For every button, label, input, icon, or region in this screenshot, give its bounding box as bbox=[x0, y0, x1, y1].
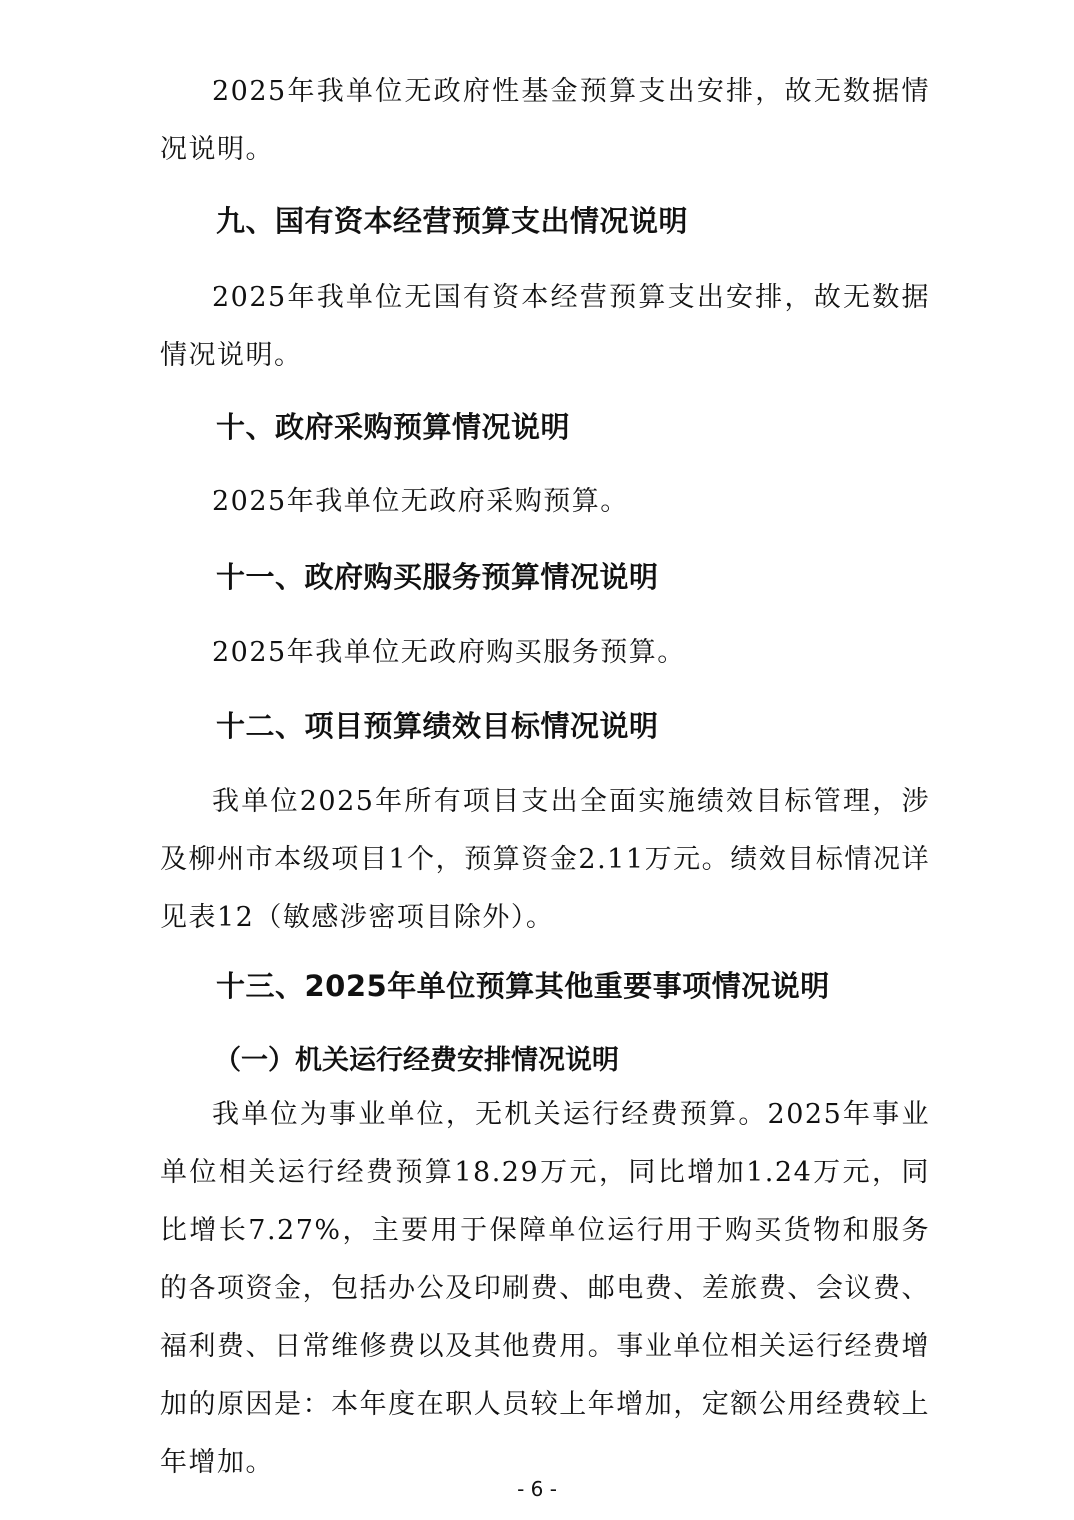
paragraph-government-services: 2025年我单位无政府购买服务预算。 bbox=[212, 637, 686, 668]
paragraph-government-fund: 2025年我单位无政府性基金预算支出安排，故无数据情况说明。 bbox=[160, 76, 930, 165]
heading-section-11: 十一、政府购买服务预算情况说明 bbox=[216, 560, 659, 594]
heading-section-10: 十、政府采购预算情况说明 bbox=[216, 410, 571, 444]
paragraph-government-procurement: 2025年我单位无政府采购预算。 bbox=[212, 486, 629, 517]
heading-section-13: 十三、2025年单位预算其他重要事项情况说明 bbox=[216, 969, 830, 1003]
heading-section-12: 十二、项目预算绩效目标情况说明 bbox=[216, 709, 659, 743]
paragraph-performance-targets: 我单位2025年所有项目支出全面实施绩效目标管理，涉及柳州市本级项目1个，预算资金2.11万元。绩效目标情况详见表12（敏感涉密项目除外）。 bbox=[160, 786, 930, 933]
page-number: - 6 - bbox=[517, 1477, 557, 1501]
paragraph-state-capital: 2025年我单位无国有资本经营预算支出安排，故无数据情况说明。 bbox=[160, 282, 930, 371]
paragraph-operating-expenses: 我单位为事业单位，无机关运行经费预算。2025年事业单位相关运行经费预算18.29万元，同比增加1.24万元，同比增长7.27%，主要用于保障单位运行用于购买货物和服务的各项资金，包括办公及印刷费、邮电费、差旅费、会议费、福利费、日常维修费以及其他费用。事业单位相关运行经费增加的原因是：本年度在职人员较上年增加，定额公用经费较上年增加。 bbox=[160, 1099, 930, 1478]
heading-section-9: 九、国有资本经营预算支出情况说明 bbox=[216, 204, 689, 238]
subheading-operating-expenses: （一）机关运行经费安排情况说明 bbox=[214, 1045, 619, 1076]
